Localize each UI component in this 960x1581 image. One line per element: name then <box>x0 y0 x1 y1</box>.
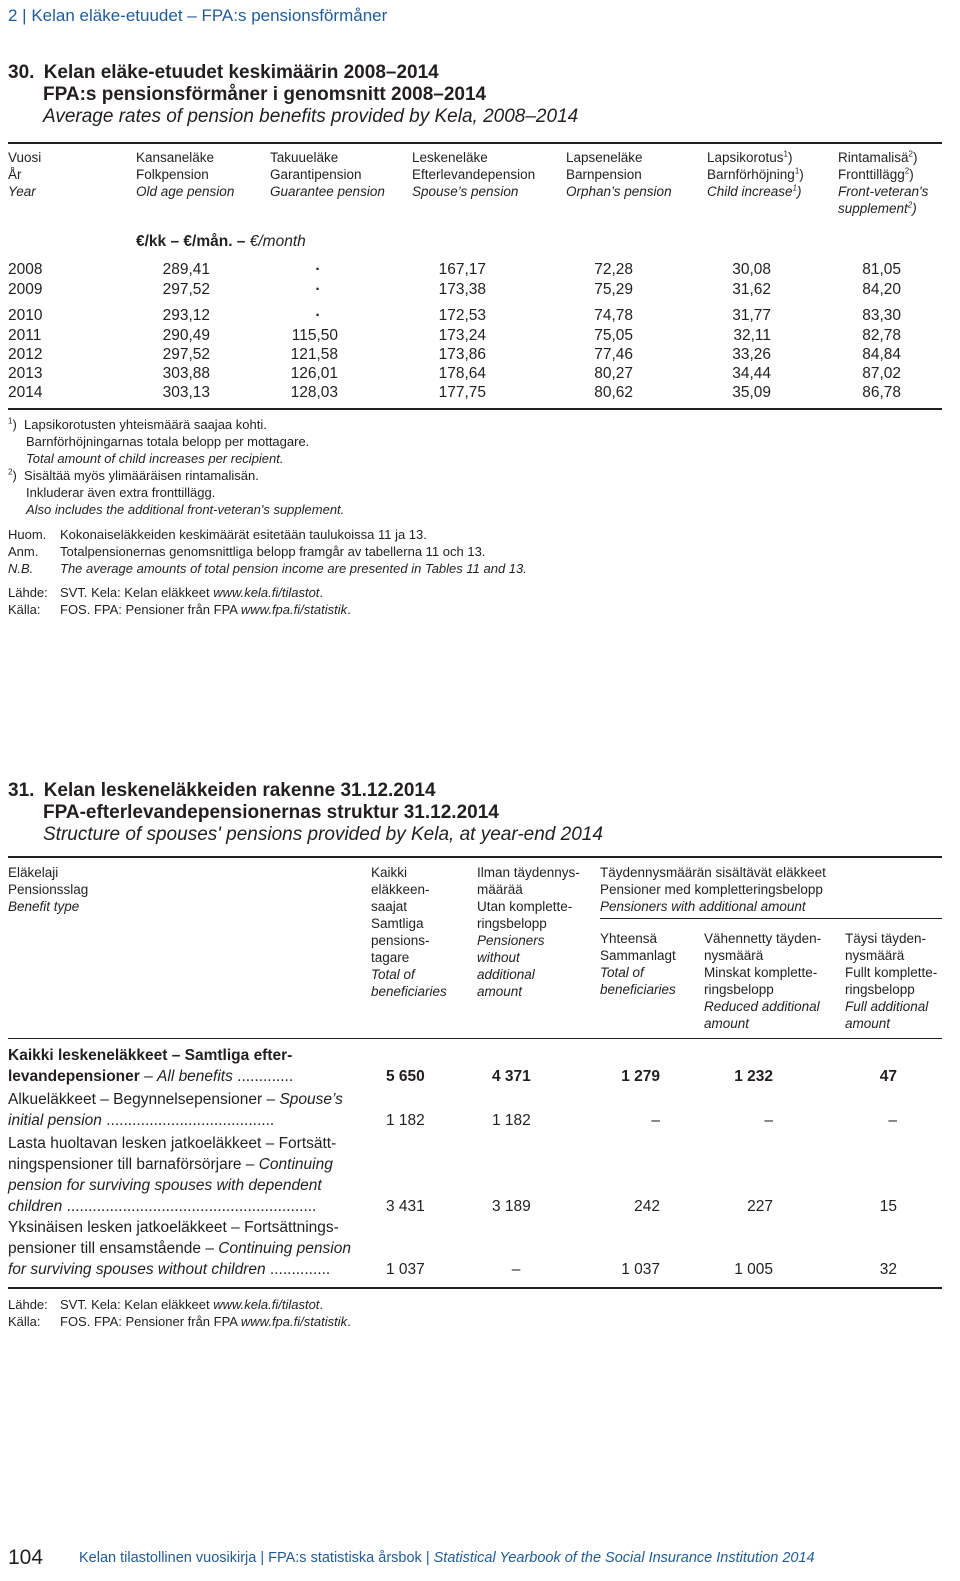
t30-header-old-age: Kansaneläke Folkpension Old age pension <box>136 150 235 199</box>
table-30-top-rule <box>8 142 942 144</box>
table-30-title-en: Average rates of pension benefits provided by Kela, 2008–2014 <box>43 106 579 127</box>
t31-header-without: Ilman täydennys- määrää Utan komplette- ringsbelopp Pensioners without additional amount <box>477 865 580 999</box>
t31-header-total: Yhteensä Sammanlagt Total of beneficiaries <box>600 931 676 997</box>
t31-header-type: Eläkelaji Pensionsslag Benefit type <box>8 865 89 914</box>
table-31-title <box>8 780 436 802</box>
footer-title: Kelan tilastollinen vuosikirja | FPA:s statistiska årsbok | Statistical Yearbook of the Social Insurance Institution 2014 <box>79 1550 815 1566</box>
table-31-bottom-rule <box>8 1287 942 1289</box>
t31-row-continuing-dependent: Lasta huoltavan lesken jatkoeläkkeet – Fortsätt- ningspensioner till barnaförsörjare – Continuing pension for surviving spouses with dependent children .......................................................... 3 431 3 189 242 227 15 <box>8 1135 897 1215</box>
table-30-title <box>8 62 439 84</box>
t30-notes: Huom. Kokonaiseläkkeiden keskimäärät esitetään taulukoissa 11 ja 13. Anm. Totalpensionernas genomsnittliga belopp framgår av tabellerna 11 och 13. N.B. The average amounts of total pension income are presented in Tables 11 and 13. <box>8 527 527 576</box>
table-31-title-en: Structure of spouses' pensions provided by Kela, at year-end 2014 <box>43 824 603 845</box>
t31-group-rule <box>600 918 942 919</box>
t31-sources: Lähde: SVT. Kela: Kelan eläkkeet www.kela.fi/tilastot. Källa: FOS. FPA: Pensioner från FPA www.fpa.fi/statistik. <box>8 1297 351 1329</box>
table-31-number: 31. <box>8 780 35 801</box>
t30-header-orphan: Lapseneläke Barnpension Orphan’s pension <box>566 150 672 199</box>
t31-header-all: Kaikki eläkkeen- saajat Samtliga pensions- tagare Total of beneficiaries <box>371 865 447 999</box>
t30-header-spouse: Leskeneläke Efterlevandepension Spouse’s pension <box>412 150 536 199</box>
table-31-top-rule <box>8 856 942 858</box>
t30-row-2011: 2011 290,49 115,50 173,24 75,05 32,11 82,78 <box>8 327 901 344</box>
t30-row-2014: 2014 303,13 128,03 177,75 80,62 35,09 86,78 <box>8 384 901 401</box>
t30-unit-line: €/kk – €/mån. – €/month <box>136 233 306 250</box>
t30-footnotes: $^1$) Lapsikorotusten yhteismäärä saajaa kohti. Barnförhöjningarnas totala belopp per mottagare. Total amount of child increases per recipient. $^2$) Sisältää myös ylimääräisen rintamalisän. Inkluderar även extra fronttillägg. Also includes the additional front-veteran's supplement. <box>8 416 345 517</box>
page-header: 2 | Kelan eläke-etuudet – FPA:s pensionsförmåner <box>8 6 388 25</box>
table-30-title-fi: Kelan eläke-etuudet keskimäärin 2008–2014 <box>43 62 439 83</box>
t31-row-initial: Alkueläkkeet – Begynnelsepensioner – Spouse’s initial pension ....................................... 1 182 1 182 – – – <box>8 1091 897 1129</box>
t30-row-2010: 2010 293,12 · 172,53 74,78 31,77 83,30 <box>8 307 901 324</box>
t30-row-2009: 2009 297,52 · 173,38 75,29 31,62 84,20 <box>8 281 901 298</box>
t31-header-bottom-rule <box>8 1038 942 1039</box>
t31-row-continuing-single: Yksinäisen lesken jatkoeläkkeet – Fortsättnings- pensioner till ensamstående – Continuing pension for surviving spouses without children .............. 1 037 – 1 037 1 005 32 <box>8 1219 897 1278</box>
table-30-title-sv: FPA:s pensionsförmåner i genomsnitt 2008–2014 <box>43 84 487 105</box>
t31-header-full: Täysi täyden- nysmäärä Fullt komplette- ringsbelopp Full additional amount <box>845 931 938 1031</box>
t31-header-reduced: Vähennetty täyden- nysmäärä Minskat komplette- ringsbelopp Reduced additional amount <box>704 931 822 1031</box>
t30-header-guarantee: Takuueläke Garantipension Guarantee pension <box>270 150 385 199</box>
table-30-number: 30. <box>8 62 35 83</box>
t30-header-front-veteran: Rintamalisä$^2$) Fronttillägg$^2$) Front-veteran's supplement$^2$) <box>838 149 929 216</box>
t30-sources: Lähde: SVT. Kela: Kelan eläkkeet www.kela.fi/tilastot. Källa: FOS. FPA: Pensioner från FPA www.fpa.fi/statistik. <box>8 585 351 617</box>
table-30-bottom-rule <box>8 408 942 410</box>
table-31-title-fi: Kelan leskeneläkkeiden rakenne 31.12.2014 <box>43 780 436 801</box>
table-31-title-sv: FPA-efterlevandepensionernas struktur 31.12.2014 <box>43 802 499 823</box>
t30-row-2012: 2012 297,52 121,58 173,86 77,46 33,26 84,84 <box>8 346 901 363</box>
t31-row-all-benefits: Kaikki leskeneläkkeet – Samtliga efter- levandepensioner – All benefits ............. 5 650 4 371 1 279 1 232 47 <box>8 1047 897 1085</box>
t31-header-group: Täydennysmäärän sisältävät eläkkeet Pensioner med kompletteringsbelopp Pensioners with additional amount <box>600 865 826 914</box>
t30-header-year: Vuosi År Year <box>8 150 42 199</box>
page-number: 104 <box>8 1546 44 1569</box>
t30-header-child-increase: Lapsikorotus$^1$) Barnförhöjning$^1$) Child increase$^1$) <box>707 149 804 199</box>
t30-row-2008: 2008 289,41 · 167,17 72,28 30,08 81,05 <box>8 261 901 278</box>
t30-row-2013: 2013 303,88 126,01 178,64 80,27 34,44 87,02 <box>8 365 901 382</box>
